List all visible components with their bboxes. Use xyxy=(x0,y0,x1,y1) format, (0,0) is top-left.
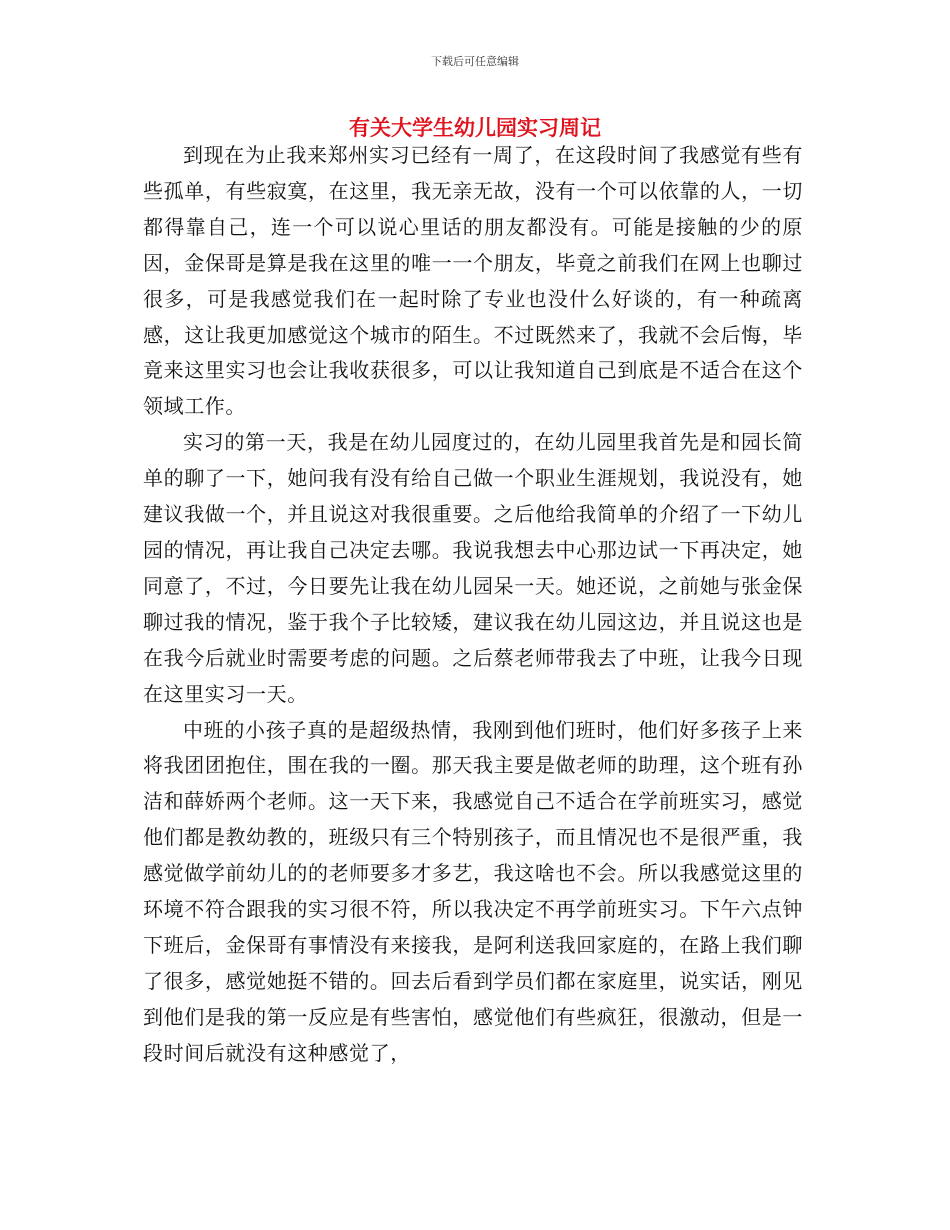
paragraph-1: 到现在为止我来郑州实习已经有一周了，在这段时间了我感觉有些有些孤单，有些寂寞，在这里，我无亲无故，没有一个可以依靠的人，一切都得靠自己，连一个可以说心里话的朋友都没有。可能是接触的少的原因，金保哥是算是我在这里的唯一一个朋友，毕竟之前我们在网上也聊过很多，可是我感觉我们在一起时除了专业也没什么好谈的，有一种疏离感，这让我更加感觉这个城市的陌生。不过既然来了，我就不会后悔，毕竟来这里实习也会让我收获很多，可以让我知道自己到底是不适合在这个领域工作。 xyxy=(143,143,803,419)
document-title: 有关大学生幼儿园实习周记 xyxy=(349,115,601,140)
paragraph-2: 实习的第一天，我是在幼儿园度过的，在幼儿园里我首先是和园长简单的聊了一下，她问我有没有给自己做一个职业生涯规划，我说没有，她建议我做一个，并且说这对我很重要。之后他给我简单的介绍了一下幼儿园的情况，再让我自己决定去哪。我说我想去中心那边试一下再决定，她同意了，不过，今日要先让我在幼儿园呆一天。她还说，之前她与张金保聊过我的情况，鉴于我个子比较矮，建议我在幼儿园这边，并且说这也是在我今后就业时需要考虑的问题。之后蔡老师带我去了中班，让我今日现在这里实习一天。 xyxy=(143,430,803,706)
header-note: 下载后可任意编辑 xyxy=(431,55,519,68)
document-body xyxy=(143,138,803,1072)
paragraph-3: 中班的小孩子真的是超级热情，我刚到他们班时，他们好多孩子上来将我团团抱住，围在我的一圈。那天我主要是做老师的助理，这个班有孙洁和薛娇两个老师。这一天下来，我感觉自己不适合在学前班实习，感觉他们都是教幼教的，班级只有三个特别孩子，而且情况也不是很严重，我感觉做学前幼儿的的老师要多才多艺，我这啥也不会。所以我感觉这里的环境不符合跟我的实习很不符，所以我决定不再学前班实习。下午六点钟下班后，金保哥有事情没有来接我，是阿利送我回家庭的，在路上我们聊了很多，感觉她挺不错的。回去后看到学员们都在家庭里，说实话，刚见到他们是我的第一反应是有些害怕，感觉他们有些疯狂，很激动，但是一段时间后就没有这种感觉了， xyxy=(143,717,803,1065)
